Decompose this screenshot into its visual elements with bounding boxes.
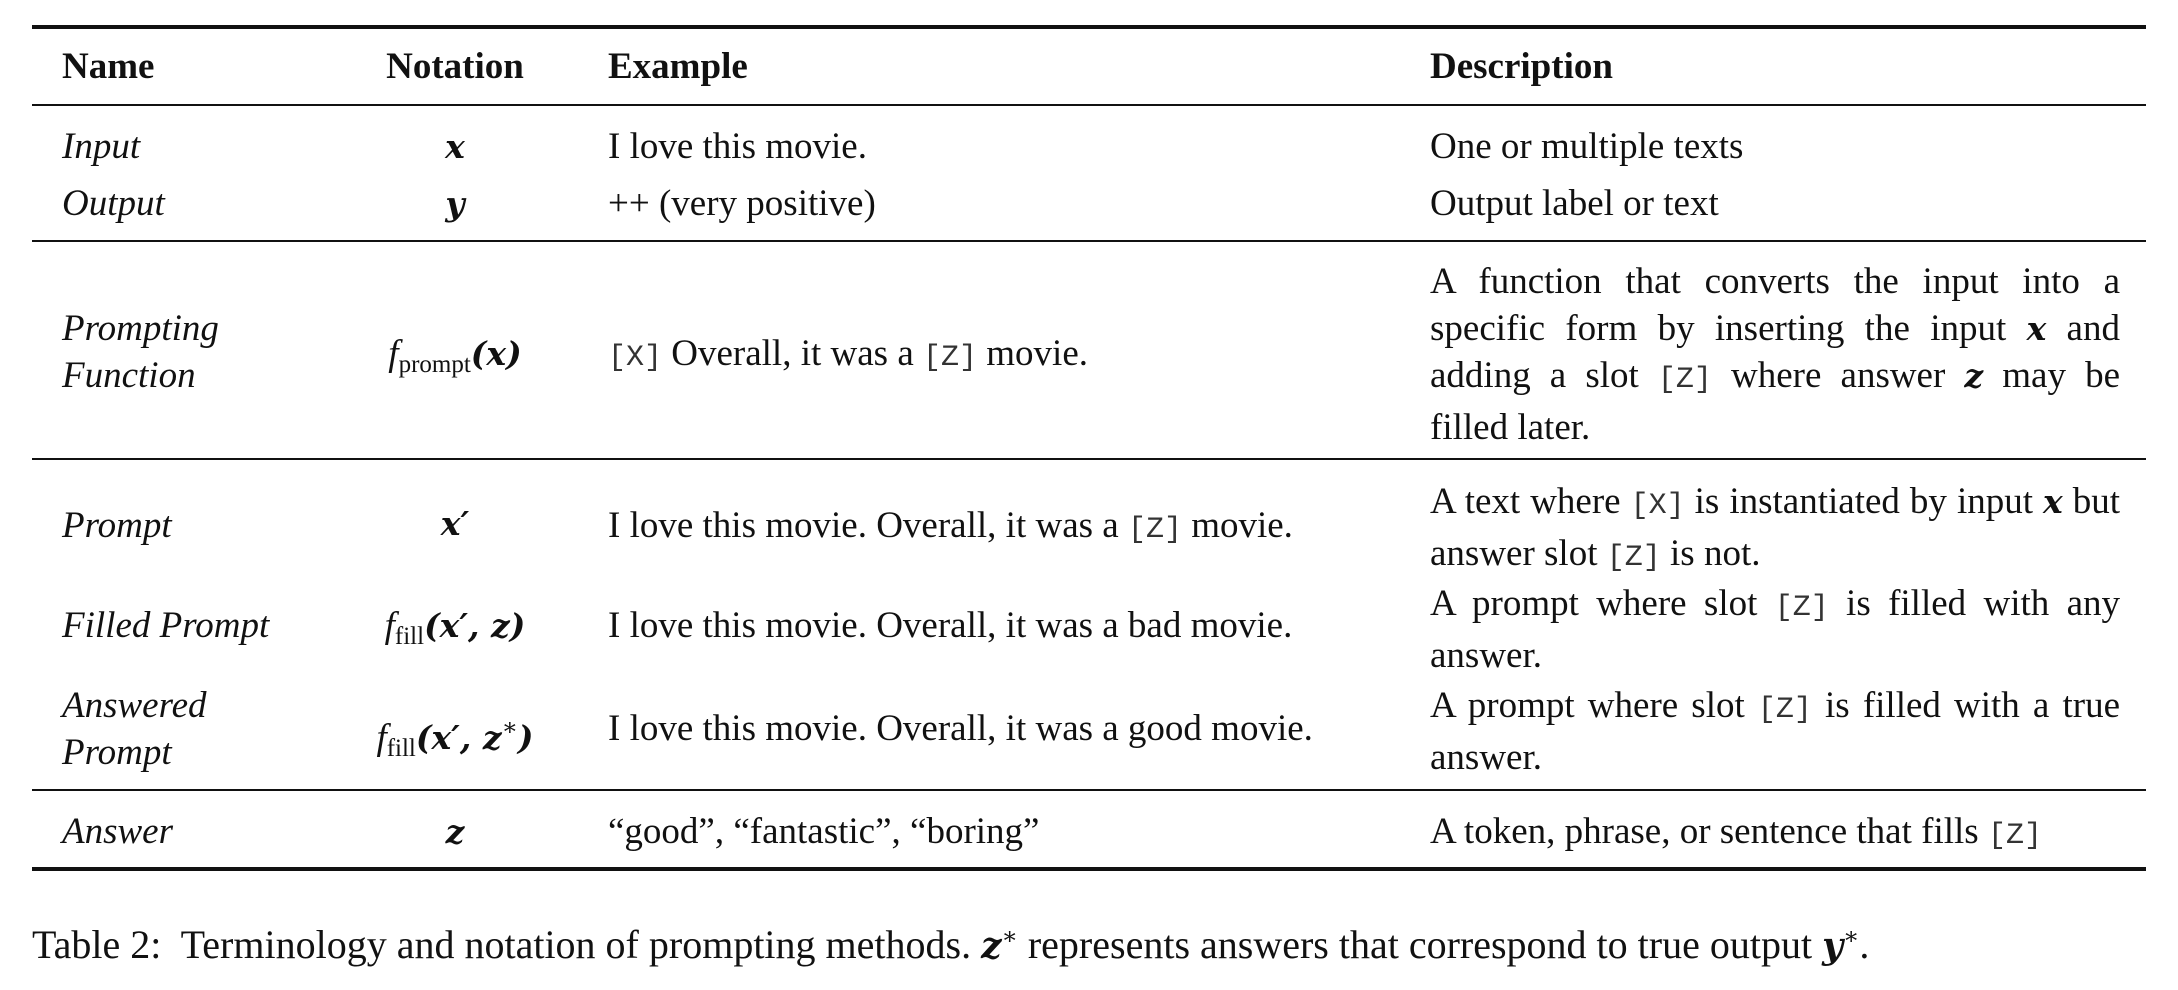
row-filled-prompt-description: A prompt where slot [Z] is filled with any answer. (1430, 583, 2121, 676)
row-input-notation: x (445, 127, 465, 166)
row-answer-notation: z (445, 812, 465, 851)
row-prompt-notation: x′ (440, 504, 470, 543)
row-input-description: One or multiple texts (1430, 126, 1744, 167)
row-output-notation: y (445, 184, 465, 223)
row-prompting-function-name: Prompting Function (62, 308, 219, 396)
table-caption: Table 2: Terminology and notation of prompting methods. z∗ represents answers that correspond to true output y∗. (32, 922, 1870, 967)
row-filled-prompt-notation: $f_{fill}(x'$, z) (384, 605, 526, 650)
row-answered-prompt-notation: $f_{fill}(x'$, z∗) (376, 715, 534, 762)
header-example: Example (608, 46, 748, 87)
row-filled-prompt-name: Filled Prompt (62, 605, 270, 646)
row-answer-example: “good”, “fantastic”, “boring” (608, 811, 1040, 852)
header-description: Description (1430, 46, 1613, 87)
row-rule (32, 458, 2146, 460)
caption-label: Table 2: (32, 922, 162, 967)
row-prompting-function-notation: $f_{prompt}(x)$ (388, 333, 522, 378)
table-bottom-rule (32, 867, 2146, 871)
row-rule (32, 789, 2146, 791)
row-prompting-function-example: [X] Overall, it was a [Z] movie. (608, 333, 1088, 375)
table-top-rule (32, 25, 2146, 29)
row-prompt-example: I love this movie. Overall, it was a [Z] movie. (608, 505, 1293, 547)
row-answered-prompt-description: A prompt where slot [Z] is filled with a true answer. (1430, 685, 2120, 778)
row-rule (32, 240, 2146, 242)
row-output-example: ++ (very positive) (608, 183, 876, 224)
row-prompting-function-description: A function that converts the input into a specific form by inserting the input x and adding a slot [Z] where answer z may be filled later. (1430, 261, 2121, 448)
row-filled-prompt-example: I love this movie. Overall, it was a bad movie. (608, 605, 1293, 646)
row-answer-description: A token, phrase, or sentence that fills [Z] (1430, 811, 2042, 853)
header-name: Name (62, 46, 155, 87)
row-prompt-name: Prompt (62, 505, 172, 546)
header-rule (32, 104, 2146, 106)
row-output-description: Output label or text (1430, 183, 1719, 224)
row-input-example: I love this movie. (608, 126, 867, 167)
row-input-name: Input (62, 126, 141, 167)
row-answered-prompt-example: I love this movie. Overall, it was a good movie. (608, 708, 1313, 749)
row-answer-name: Answer (62, 811, 173, 852)
row-prompt-description: A text where [X] is instantiated by input x but answer slot [Z] is not. (1430, 481, 2121, 575)
row-answered-prompt-name: Answered Prompt (62, 685, 207, 773)
header-notation: Notation (386, 46, 524, 87)
row-output-name: Output (62, 183, 165, 224)
